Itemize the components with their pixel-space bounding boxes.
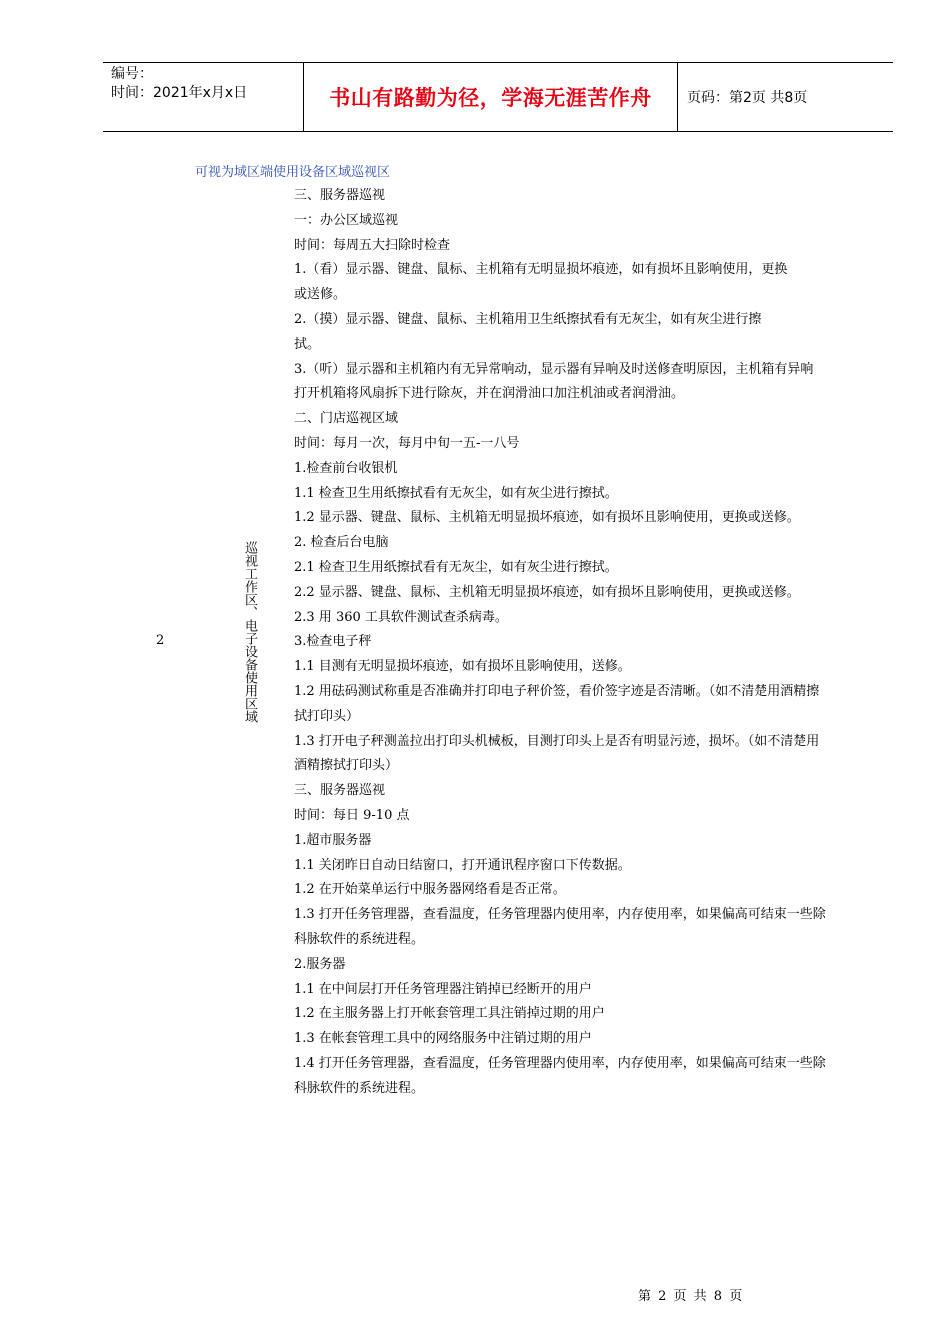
body-line: 拭。 (294, 336, 321, 352)
area-heading: 可视为域区端使用设备区域巡视区 (195, 165, 391, 180)
body-line: 3.（听）显示器和主机箱内有无异常响动，显示器有异响及时送修查明原因，主机箱有异响 (294, 361, 814, 377)
header-page-label: 页码：第2页 共8页 (687, 90, 808, 106)
body-line: 一：办公区域巡视 (294, 212, 399, 228)
body-line: 2.服务器 (294, 956, 346, 972)
document-body (294, 184, 878, 1101)
body-line: 3.检查电子秤 (294, 634, 372, 650)
body-line: 1.3 在帐套管理工具中的网络服务中注销过期的用户 (294, 1031, 592, 1047)
body-line: 1.3 打开电子秤测盖拉出打印头机械板，目测打印头上是否有明显污迹，损坏。（如不清楚用 (294, 733, 820, 749)
body-line: 1.超市服务器 (294, 832, 372, 848)
body-line: 2.2 显示器、键盘、鼠标、主机箱无明显损坏痕迹，如有损坏且影响使用，更换或送修。 (294, 584, 800, 600)
body-line: 2.1 检查卫生用纸擦拭看有无灰尘，如有灰尘进行擦拭。 (294, 559, 618, 575)
body-line: 三、服务器巡视 (294, 188, 386, 203)
page-footer: 第 2 页 共 8 页 (638, 1289, 743, 1304)
body-line: 1.1 在中间层打开任务管理器注销掉已经断开的用户 (294, 981, 592, 997)
row-number: 2 (156, 633, 165, 648)
body-line: 时间：每月一次，每月中旬一五-一八号 (294, 435, 520, 451)
body-line: 二、门店巡视区域 (294, 411, 399, 427)
body-line: 1.2 显示器、键盘、鼠标、主机箱无明显损坏痕迹，如有损坏且影响使用，更换或送修。 (294, 510, 800, 526)
body-line: 科脉软件的系统进程。 (294, 1080, 425, 1096)
header-motto: 书山有路勤为径，学海无涯苦作舟 (329, 86, 652, 110)
body-line: 拭打印头） (294, 708, 360, 724)
body-line: 1.2 在开始菜单运行中服务器网络看是否正常。 (294, 882, 566, 898)
page-header (103, 62, 893, 132)
header-divider (677, 63, 678, 131)
body-line: 1.检查前台收银机 (294, 460, 398, 476)
body-line: 时间：每周五大扫除时检查 (294, 237, 451, 253)
body-line: 1.（看）显示器、键盘、鼠标、主机箱有无明显损坏痕迹，如有损坏且影响使用，更换 (294, 262, 788, 278)
body-line: 2. 检查后台电脑 (294, 535, 389, 551)
body-line: 2.3 用 360 工具软件测试查杀病毒。 (294, 609, 508, 625)
body-line: 1.1 目测有无明显损坏痕迹，如有损坏且影响使用，送修。 (294, 659, 631, 675)
header-meta (111, 65, 301, 103)
body-line: 三、服务器巡视 (294, 783, 386, 799)
body-line: 2.（摸）显示器、键盘、鼠标、主机箱用卫生纸擦拭看有无灰尘，如有灰尘进行擦 (294, 311, 762, 327)
body-line: 1.3 打开任务管理器，查看温度，任务管理器内使用率，内存使用率，如果偏高可结束一些除 (294, 907, 826, 923)
body-line: 1.2 在主服务器上打开帐套管理工具注销掉过期的用户 (294, 1006, 605, 1022)
body-line: 1.4 打开任务管理器，查看温度，任务管理器内使用率，内存使用率，如果偏高可结束一些除 (294, 1055, 826, 1071)
body-line: 1.1 关闭昨日自动日结窗口，打开通讯程序窗口下传数据。 (294, 857, 631, 873)
body-line: 打开机箱将风扇拆下进行除灰，并在润滑油口加注机油或者润滑油。 (294, 386, 685, 402)
body-line: 时间：每日 9-10 点 (294, 807, 410, 823)
area-vertical-label: 巡视工作区、电子设备使用区域 (242, 541, 257, 723)
body-line: 1.2 用砝码测试称重是否准确并打印电子秤价签，看价签字迹是否清晰。（如不清楚用酒精擦 (294, 683, 820, 699)
body-line: 或送修。 (294, 287, 347, 303)
document-time-label: 时间：2021年x月x日 (111, 85, 248, 101)
body-line: 酒精擦拭打印头） (294, 758, 399, 774)
body-line: 科脉软件的系统进程。 (294, 931, 425, 947)
document-number-label: 编号： (111, 66, 153, 82)
body-line: 1.1 检查卫生用纸擦拭看有无灰尘，如有灰尘进行擦拭。 (294, 485, 618, 501)
